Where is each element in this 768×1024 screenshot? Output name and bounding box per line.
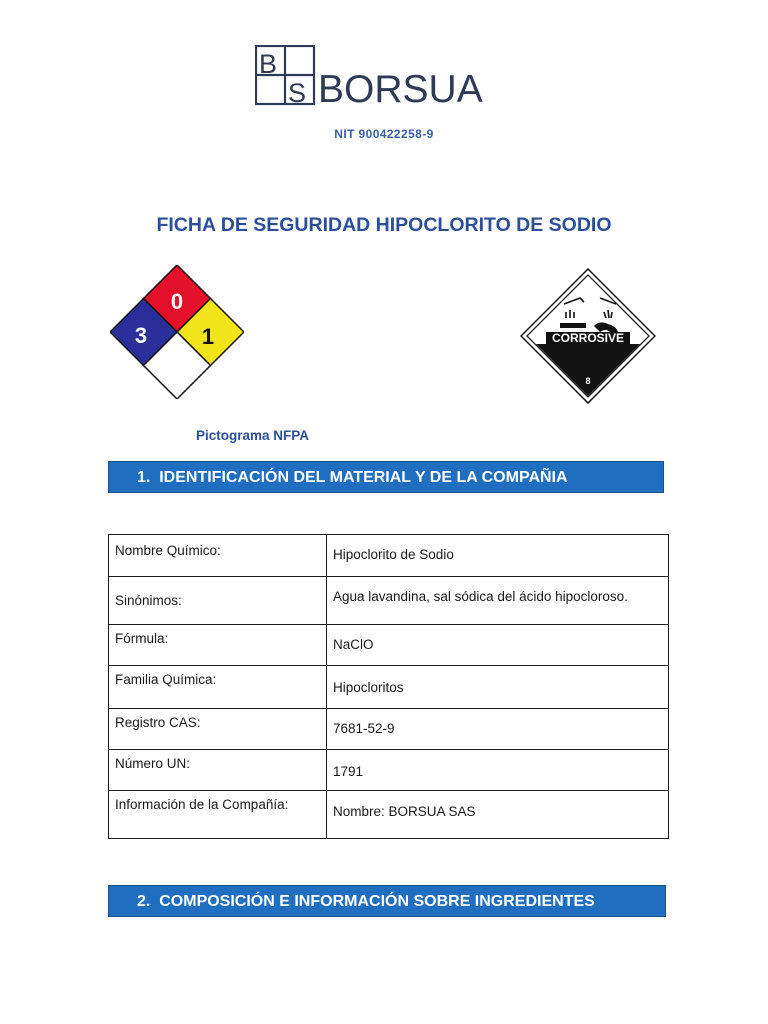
table-row	[109, 791, 669, 839]
page-title: FICHA DE SEGURIDAD HIPOCLORITO DE SODIO	[156, 214, 612, 236]
row-value: Hipoclorito de Sodio	[327, 535, 669, 577]
section-2-header	[108, 885, 666, 917]
brand-name: BORSUA	[318, 68, 483, 111]
row-value: 1791	[327, 750, 669, 791]
logo-letter-s: S	[288, 78, 307, 108]
table-row	[109, 709, 669, 750]
nfpa-diamond-icon	[110, 265, 244, 399]
logo-letter-b: B	[259, 49, 278, 79]
nfpa-reactivity: 1	[201, 324, 215, 349]
row-value: Agua lavandina, sal sódica del ácido hipocloroso.	[327, 577, 669, 625]
hazard-class: 8	[585, 376, 591, 386]
identification-table	[108, 534, 669, 839]
corrosive-text: CORROSIVE	[551, 331, 625, 345]
corrosive-hazard-icon	[520, 268, 656, 404]
table-row	[109, 535, 669, 577]
row-value: Hipocloritos	[327, 666, 669, 709]
row-value: NaClO	[327, 625, 669, 666]
table-row	[109, 666, 669, 709]
row-label: Información de la Compañía:	[109, 791, 327, 839]
table-row	[109, 577, 669, 625]
table-row	[109, 625, 669, 666]
row-label: Nombre Químico:	[109, 535, 327, 577]
nit-number: NIT 900422258-9	[334, 127, 434, 141]
row-value: Nombre: BORSUA SAS	[327, 791, 669, 839]
nfpa-health: 3	[134, 323, 148, 348]
section-1-header	[108, 461, 664, 493]
row-label: Familia Química:	[109, 666, 327, 709]
table-row	[109, 750, 669, 791]
row-value: 7681-52-9	[327, 709, 669, 750]
section-2-number: 2.	[137, 893, 151, 910]
row-label: Registro CAS:	[109, 709, 327, 750]
nfpa-flammability: 0	[170, 289, 184, 314]
nfpa-label: Pictograma NFPA	[196, 428, 310, 443]
row-label: Fórmula:	[109, 625, 327, 666]
section-1-title: IDENTIFICACIÓN DEL MATERIAL Y DE LA COMPAÑIA	[159, 469, 568, 486]
row-label: Sinónimos:	[109, 577, 327, 625]
section-1-number: 1.	[137, 469, 151, 486]
row-label: Número UN:	[109, 750, 327, 791]
section-2-title: COMPOSICIÓN E INFORMACIÓN SOBRE INGREDIENTES	[159, 893, 595, 910]
